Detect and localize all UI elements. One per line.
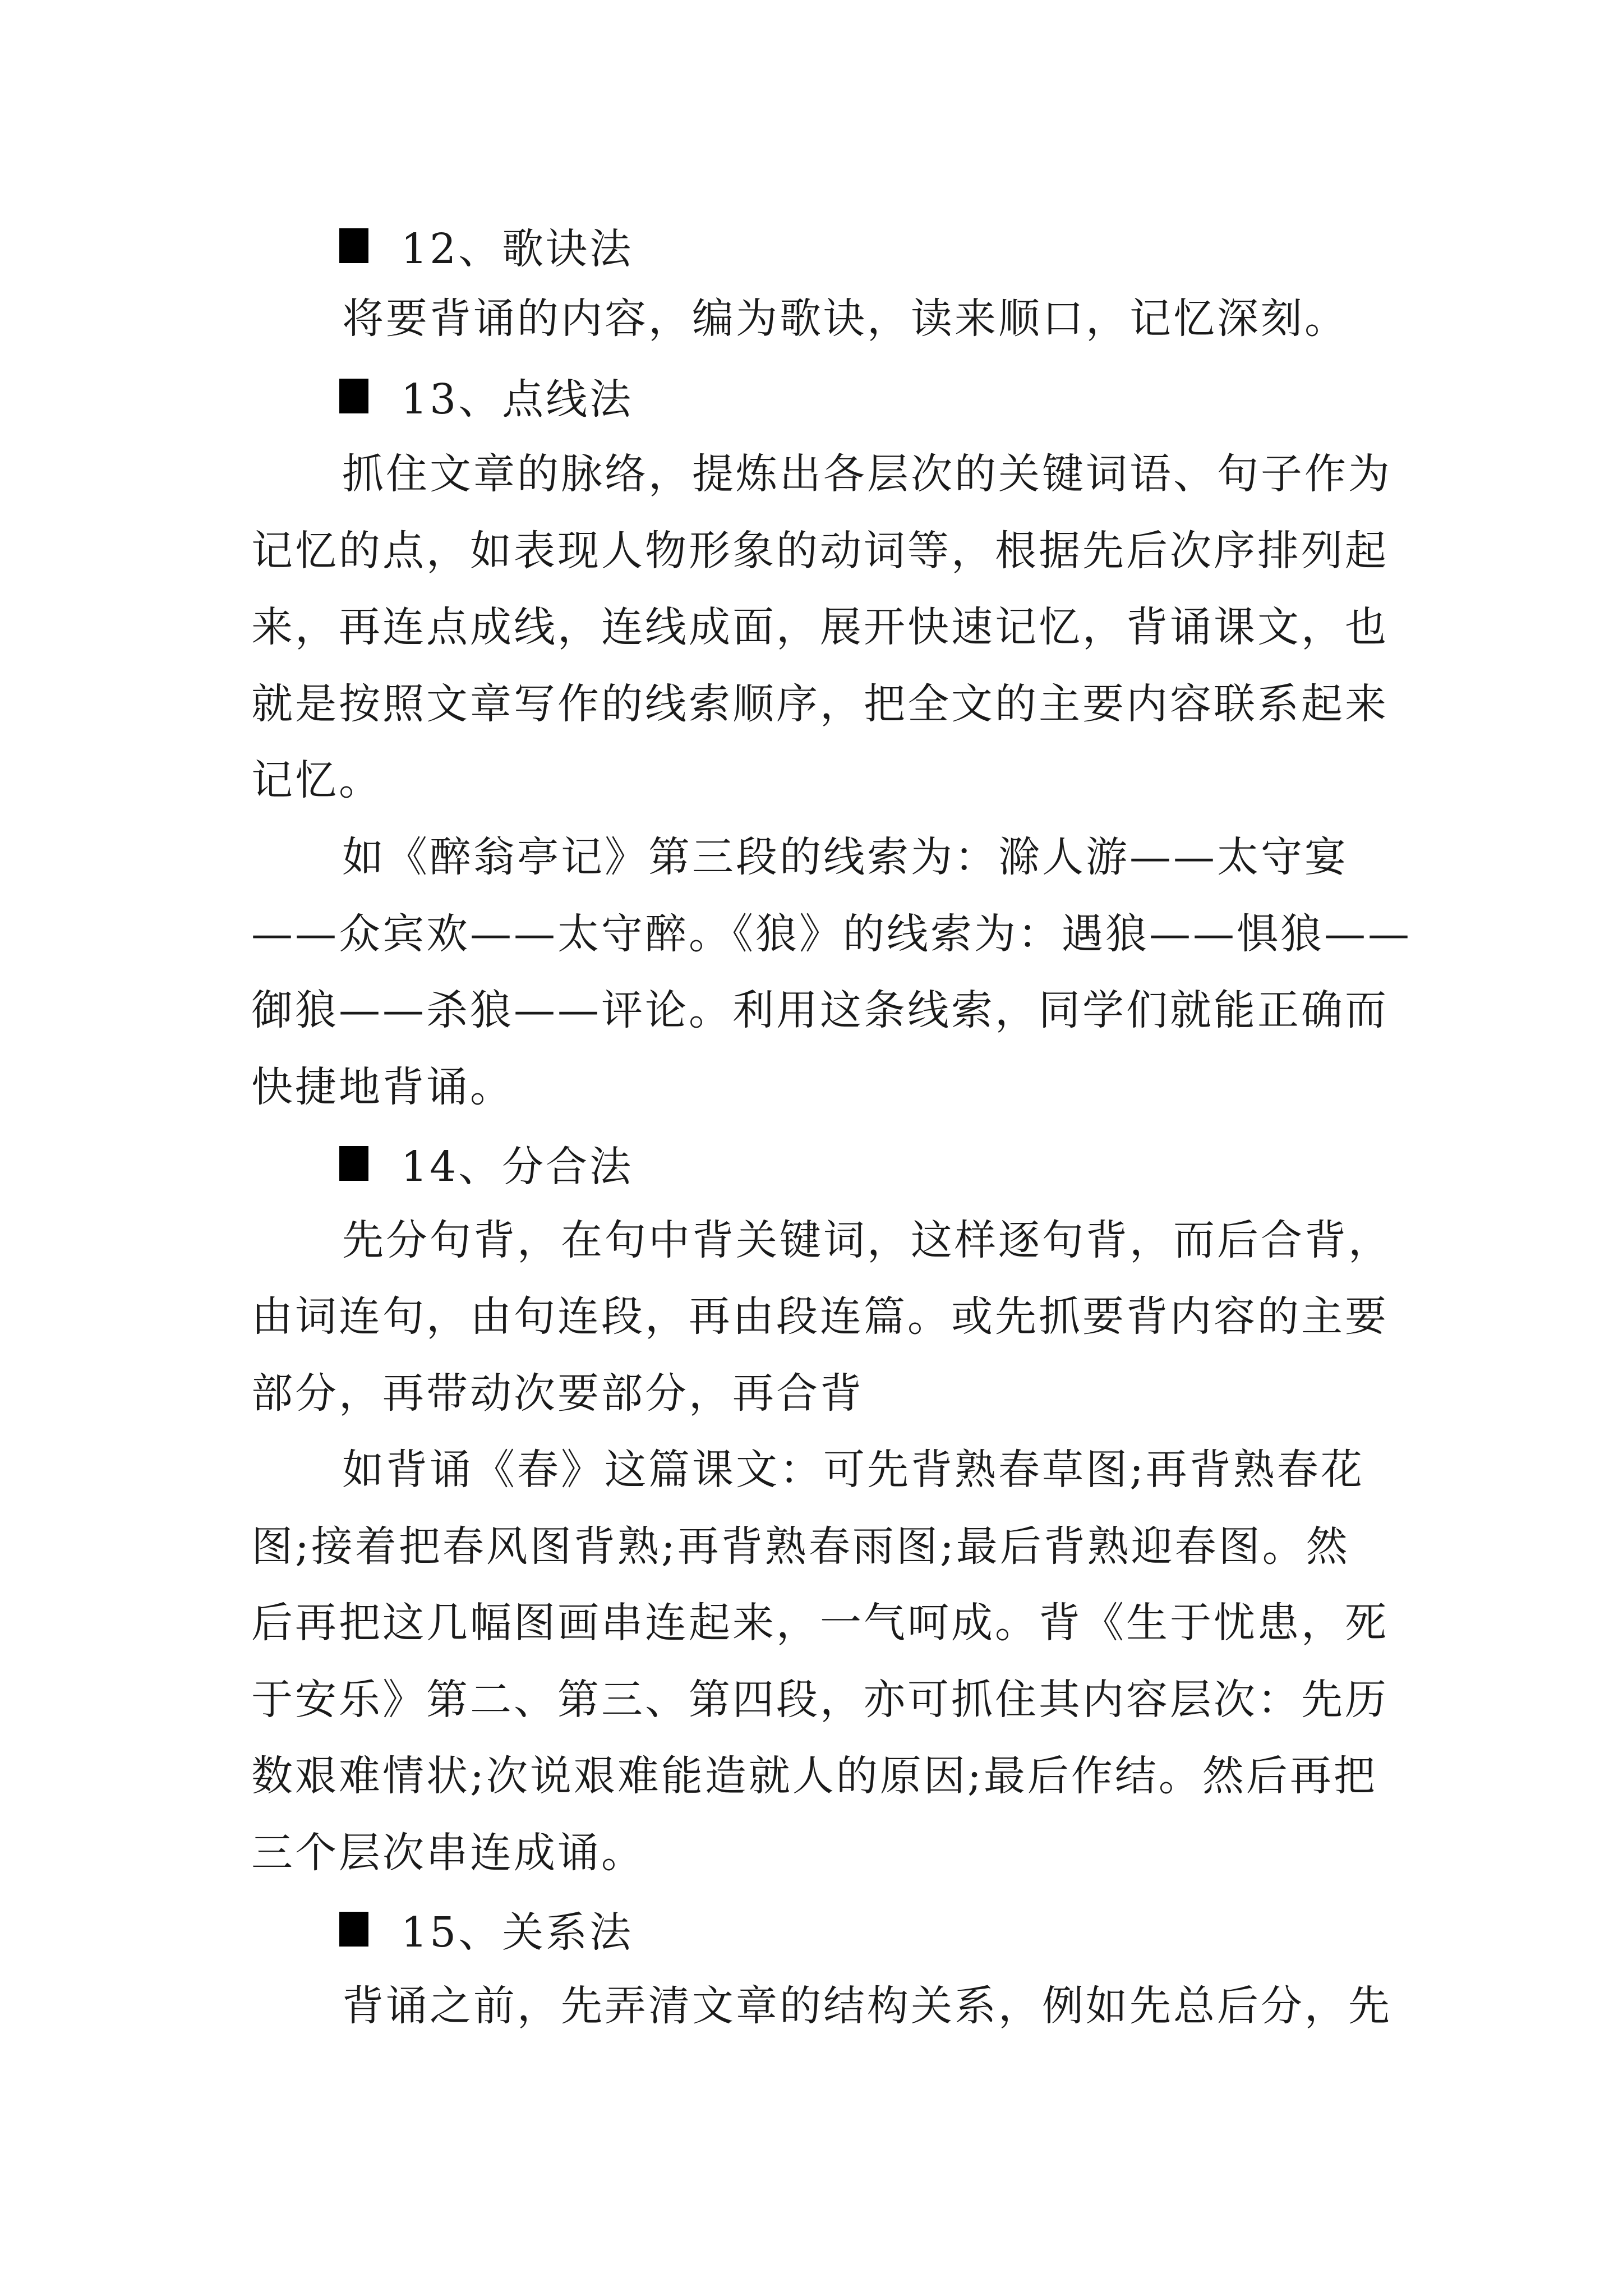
heading-text: 14、分合法 [401, 1143, 634, 1191]
paragraph-line: 如《醉翁亭记》第三段的线索为：滁人游——太守宴 [342, 833, 1348, 881]
paragraph-line: 记忆。 [251, 756, 382, 804]
paragraph-line: 如背诵《春》这篇课文：可先背熟春草图;再背熟春花 [342, 1446, 1364, 1494]
paragraph-line: 三个层次串连成诵。 [251, 1829, 645, 1877]
paragraph-line: 部分，再带动次要部分，再合背 [251, 1369, 864, 1418]
paragraph-line: 将要背诵的内容，编为歌诀，读来顺口，记忆深刻。 [342, 295, 1348, 343]
section-heading-14 [339, 1135, 633, 1191]
paragraph-line: 御狼——杀狼——评论。利用这条线索，同学们就能正确而 [251, 986, 1389, 1034]
paragraph-line: 图;接着把春风图背熟;再背熟春雨图;最后背熟迎春图。然 [251, 1522, 1350, 1571]
square-bullet-icon [339, 379, 368, 413]
paragraph-line: 快捷地背诵。 [251, 1063, 514, 1111]
paragraph-line: 数艰难情状;次说艰难能造就人的原因;最后作结。然后再把 [251, 1752, 1377, 1800]
heading-text: 13、点线法 [401, 375, 634, 424]
heading-text: 12、歌诀法 [401, 225, 634, 273]
paragraph-line: 记忆的点，如表现人物形象的动词等，根据先后次序排列起 [251, 527, 1389, 575]
section-heading-12 [339, 218, 633, 274]
square-bullet-icon [339, 228, 368, 263]
paragraph-line: ——众宾欢——太守醉。《狼》的线索为：遇狼——惧狼—— [251, 910, 1412, 958]
paragraph-line: 就是按照文章写作的线索顺序，把全文的主要内容联系起来 [251, 680, 1389, 728]
paragraph-line: 由词连句，由句连段，再由段连篇。或先抓要背内容的主要 [251, 1292, 1389, 1341]
section-heading-13 [339, 368, 633, 424]
paragraph-line: 抓住文章的脉络，提炼出各层次的关键词语、句子作为 [342, 450, 1392, 498]
paragraph-line: 背诵之前，先弄清文章的结构关系，例如先总后分，先 [342, 1982, 1392, 2030]
square-bullet-icon [339, 1912, 368, 1947]
heading-text: 15、关系法 [401, 1908, 634, 1957]
paragraph-line: 先分句背，在句中背关键词，这样逐句背，而后合背， [342, 1216, 1392, 1264]
paragraph-line: 于安乐》第二、第三、第四段，亦可抓住其内容层次：先历 [251, 1676, 1389, 1724]
paragraph-line: 来，再连点成线，连线成面，展开快速记忆，背诵课文，也 [251, 603, 1389, 651]
section-heading-15 [339, 1901, 633, 1957]
paragraph-line: 后再把这几幅图画串连起来，一气呵成。背《生于忧患，死 [251, 1599, 1389, 1647]
square-bullet-icon [339, 1146, 368, 1181]
